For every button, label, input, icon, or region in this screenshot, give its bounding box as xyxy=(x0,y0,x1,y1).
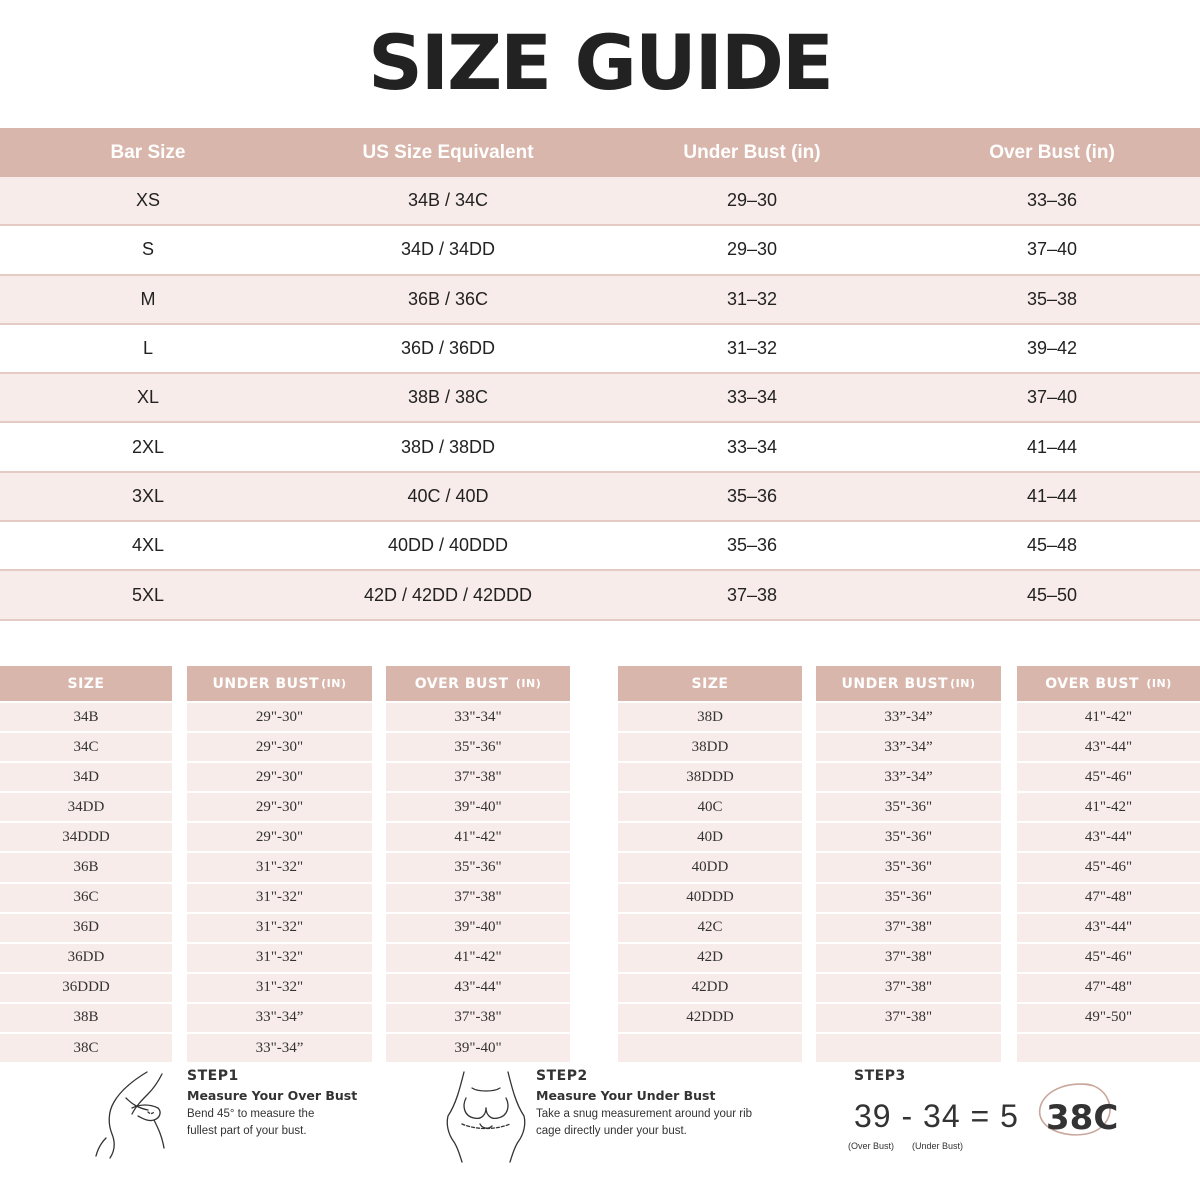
left-under-header: UNDER BUST (IN) xyxy=(187,666,372,701)
table-row xyxy=(0,276,1200,325)
size-cell: 40C xyxy=(618,791,802,821)
size-cell: 38DD xyxy=(618,731,802,761)
table-row xyxy=(0,226,1200,275)
size-cell: 38D xyxy=(618,701,802,731)
over-bust-cell: 35"-36" xyxy=(386,731,570,761)
size-cell: 42DD xyxy=(618,972,802,1002)
size-cell: 36B xyxy=(0,851,172,881)
us-size-cell: 34D / 34DD xyxy=(400,239,496,260)
bar-size-cell: XS xyxy=(135,190,160,211)
over-bust-cell: 45–50 xyxy=(1026,584,1078,605)
under-bust-cell: 31"-32" xyxy=(187,942,372,972)
right-over-column xyxy=(1017,666,1200,1062)
under-bust-figure-icon xyxy=(442,1068,530,1164)
bar-size-cell: 3XL xyxy=(131,485,165,506)
size-cell: 34DD xyxy=(0,791,172,821)
size-cell: 34D xyxy=(0,761,172,791)
under-bust-cell: 29–30 xyxy=(726,190,778,211)
us-size-cell: 34B / 34C xyxy=(407,190,489,211)
over-bust-cell: 41–44 xyxy=(1026,436,1078,457)
size-cell xyxy=(618,1032,802,1062)
under-bust-cell: 31–32 xyxy=(726,338,778,359)
over-bust-cell: 43"-44" xyxy=(1017,821,1200,851)
step1-description: Bend 45° to measure the fullest part of your bust. xyxy=(187,1108,315,1137)
step3-formula: 39 - 34 = 5 xyxy=(854,1098,1019,1134)
size-cell: 38C xyxy=(0,1032,172,1062)
size-cell: 36D xyxy=(0,912,172,942)
right-under-header: UNDER BUST (IN) xyxy=(816,666,1001,701)
under-bust-cell: 29"-30" xyxy=(187,821,372,851)
over-bust-figure-icon xyxy=(92,1068,182,1160)
table-row xyxy=(0,177,1200,226)
under-bust-cell: 37"-38" xyxy=(816,942,1001,972)
right-over-header: OVER BUST (IN) xyxy=(1017,666,1200,701)
under-bust-cell: 33”-34” xyxy=(816,761,1001,791)
under-bust-cell: 35"-36" xyxy=(816,882,1001,912)
size-cell: 36DD xyxy=(0,942,172,972)
size-cell: 42DDD xyxy=(618,1002,802,1032)
over-bust-cell: 37"-38" xyxy=(386,1002,570,1032)
over-bust-cell: 39"-40" xyxy=(386,1032,570,1062)
under-bust-cell: 33”-34” xyxy=(816,731,1001,761)
over-bust-cell: 39"-40" xyxy=(386,912,570,942)
left-over-column xyxy=(386,666,570,1062)
step2-title: STEP2 xyxy=(536,1068,588,1084)
size-cell: 40DDD xyxy=(618,882,802,912)
under-bust-cell: 31"-32" xyxy=(187,912,372,942)
over-bust-cell: 47"-48" xyxy=(1017,882,1200,912)
us-size-cell: 36D / 36DD xyxy=(400,338,496,359)
left-under-column xyxy=(187,666,372,1062)
us-size-cell: 38B / 38C xyxy=(407,387,489,408)
over-bust-cell: 33–36 xyxy=(1026,190,1078,211)
us-size-cell: 36B / 36C xyxy=(407,288,489,309)
size-cell: 40DD xyxy=(618,851,802,881)
size-cell: 36C xyxy=(0,882,172,912)
over-bust-cell: 37–40 xyxy=(1026,239,1078,260)
right-size-column xyxy=(618,666,802,1062)
table-row xyxy=(0,473,1200,522)
page-title: SIZE GUIDE xyxy=(368,18,832,107)
right-under-column xyxy=(816,666,1001,1062)
under-bust-cell: 33–34 xyxy=(726,436,778,457)
size-cell: 38DDD xyxy=(618,761,802,791)
over-bust-cell: 43"-44" xyxy=(386,972,570,1002)
left-size-column xyxy=(0,666,172,1062)
under-bust-cell xyxy=(816,1032,1001,1062)
over-bust-cell: 43"-44" xyxy=(1017,912,1200,942)
table-row xyxy=(0,325,1200,374)
step3 xyxy=(854,1068,906,1084)
under-bust-cell: 33–34 xyxy=(726,387,778,408)
left-size-header: SIZE xyxy=(0,666,172,701)
main-table-header xyxy=(0,128,1200,177)
under-bust-cell: 31"-32" xyxy=(187,882,372,912)
step1-subtitle: Measure Your Over Bust xyxy=(187,1088,358,1103)
over-bust-cell: 41"-42" xyxy=(1017,791,1200,821)
over-bust-cell: 33"-34" xyxy=(386,701,570,731)
over-bust-cell: 35–38 xyxy=(1026,288,1078,309)
size-cell: 34DDD xyxy=(0,821,172,851)
under-bust-cell: 37–38 xyxy=(726,584,778,605)
under-bust-cell: 33"-34” xyxy=(187,1002,372,1032)
bar-size-cell: 4XL xyxy=(131,535,165,556)
step1 xyxy=(187,1068,357,1140)
size-cell: 42C xyxy=(618,912,802,942)
under-bust-cell: 37"-38" xyxy=(816,912,1001,942)
table-row xyxy=(0,522,1200,571)
over-bust-cell: 41"-42" xyxy=(386,821,570,851)
step3-result: 38C xyxy=(1046,1098,1119,1138)
over-bust-cell: 39"-40" xyxy=(386,791,570,821)
bar-size-cell: XL xyxy=(136,387,160,408)
over-bust-cell: 43"-44" xyxy=(1017,731,1200,761)
table-row xyxy=(0,423,1200,472)
under-bust-cell: 29"-30" xyxy=(187,701,372,731)
size-cell: 34C xyxy=(0,731,172,761)
bar-size-cell: S xyxy=(141,239,154,260)
size-cell: 36DDD xyxy=(0,972,172,1002)
size-cell: 34B xyxy=(0,701,172,731)
bar-size-cell: M xyxy=(140,288,156,309)
bar-size-cell: 5XL xyxy=(131,584,165,605)
step2-description: Take a snug measurement around your rib cage directly under your bust. xyxy=(536,1108,753,1137)
step3-title: STEP3 xyxy=(854,1068,906,1084)
under-bust-cell: 33”-34” xyxy=(816,701,1001,731)
under-bust-cell: 35–36 xyxy=(726,485,778,506)
header-us-size: US Size Equivalent xyxy=(362,141,534,163)
main-size-table xyxy=(0,128,1200,621)
under-bust-cell: 35–36 xyxy=(726,535,778,556)
under-bust-cell: 37"-38" xyxy=(816,972,1001,1002)
under-bust-cell: 29"-30" xyxy=(187,791,372,821)
over-bust-cell: 45"-46" xyxy=(1017,942,1200,972)
over-bust-cell: 37–40 xyxy=(1026,387,1078,408)
over-bust-caption: (Over Bust) xyxy=(848,1141,895,1151)
us-size-cell: 40C / 40D xyxy=(407,485,489,506)
size-cell: 38B xyxy=(0,1002,172,1032)
bar-size-cell: L xyxy=(142,338,153,359)
under-bust-cell: 29"-30" xyxy=(187,731,372,761)
size-cell: 42D xyxy=(618,942,802,972)
over-bust-cell: 41–44 xyxy=(1026,485,1078,506)
over-bust-cell: 35"-36" xyxy=(386,851,570,881)
over-bust-cell: 45–48 xyxy=(1026,535,1078,556)
table-row xyxy=(0,571,1200,620)
over-bust-cell: 37"-38" xyxy=(386,761,570,791)
under-bust-cell: 33"-34” xyxy=(187,1032,372,1062)
size-cell: 40D xyxy=(618,821,802,851)
right-size-header: SIZE xyxy=(618,666,802,701)
step2-subtitle: Measure Your Under Bust xyxy=(536,1088,716,1103)
header-bar-size: Bar Size xyxy=(110,141,186,163)
under-bust-cell: 35"-36" xyxy=(816,791,1001,821)
over-bust-cell: 41"-42" xyxy=(1017,701,1200,731)
us-size-cell: 42D / 42DD / 42DDD xyxy=(363,584,533,605)
under-bust-cell: 29–30 xyxy=(726,239,778,260)
table-row xyxy=(0,374,1200,423)
under-bust-cell: 35"-36" xyxy=(816,821,1001,851)
over-bust-cell: 39–42 xyxy=(1026,338,1078,359)
under-bust-cell: 35"-36" xyxy=(816,851,1001,881)
under-bust-cell: 29"-30" xyxy=(187,761,372,791)
left-over-header: OVER BUST (IN) xyxy=(386,666,570,701)
us-size-cell: 40DD / 40DDD xyxy=(387,535,509,556)
over-bust-cell: 49"-50" xyxy=(1017,1002,1200,1032)
header-over-bust: Over Bust (in) xyxy=(989,141,1115,163)
over-bust-cell: 41"-42" xyxy=(386,942,570,972)
over-bust-cell: 37"-38" xyxy=(386,882,570,912)
under-bust-cell: 31–32 xyxy=(726,288,778,309)
bar-size-cell: 2XL xyxy=(131,436,165,457)
over-bust-cell: 45"-46" xyxy=(1017,761,1200,791)
under-bust-caption: (Under Bust) xyxy=(912,1141,964,1151)
over-bust-cell: 47"-48" xyxy=(1017,972,1200,1002)
header-under-bust: Under Bust (in) xyxy=(683,141,821,163)
step1-title: STEP1 xyxy=(187,1068,239,1084)
over-bust-cell xyxy=(1017,1032,1200,1062)
over-bust-cell: 45"-46" xyxy=(1017,851,1200,881)
under-bust-cell: 37"-38" xyxy=(816,1002,1001,1032)
under-bust-cell: 31"-32" xyxy=(187,972,372,1002)
step2 xyxy=(536,1068,752,1140)
under-bust-cell: 31"-32" xyxy=(187,851,372,881)
us-size-cell: 38D / 38DD xyxy=(400,436,496,457)
